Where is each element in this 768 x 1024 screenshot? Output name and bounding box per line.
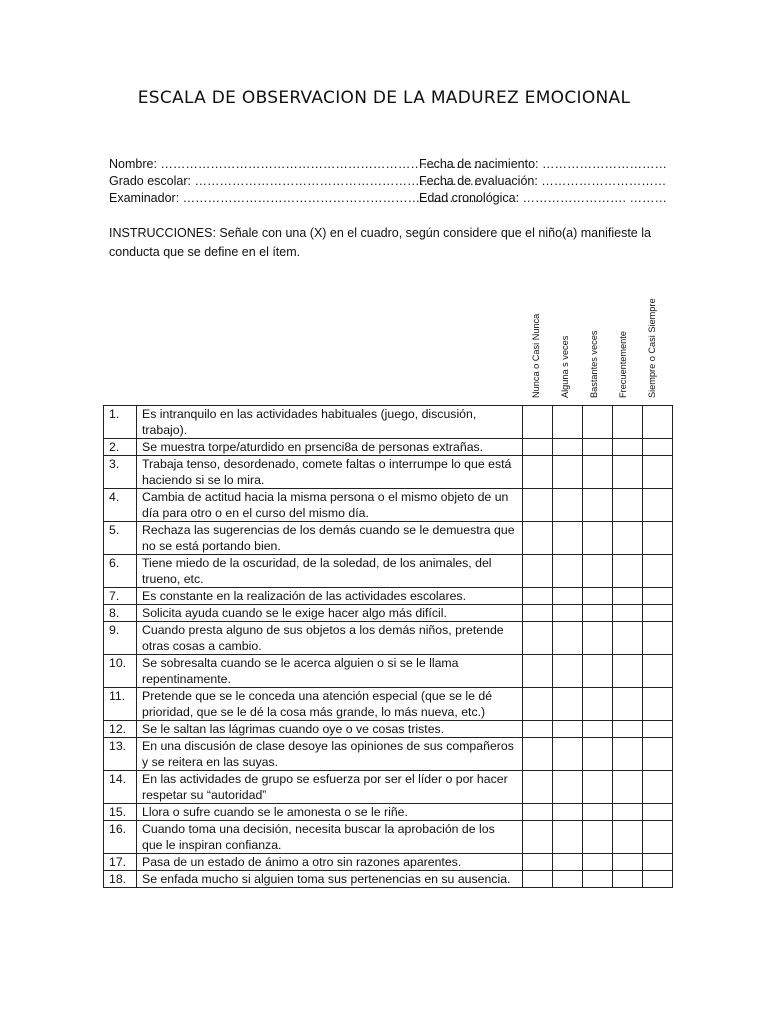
- answer-checkbox[interactable]: [583, 588, 613, 605]
- answer-checkbox[interactable]: [553, 622, 583, 655]
- item-number: 1.: [104, 406, 137, 439]
- answer-checkbox[interactable]: [583, 406, 613, 439]
- column-header-label: Frecuentemente: [617, 331, 628, 398]
- answer-checkbox[interactable]: [553, 871, 583, 888]
- item-text: Se muestra torpe/aturdido en prsenci8a de personas extrañas.: [137, 439, 523, 456]
- answer-checkbox[interactable]: [553, 605, 583, 622]
- answer-checkbox[interactable]: [613, 588, 643, 605]
- fecha-nacimiento-field[interactable]: Fecha de nacimiento: …………………………: [419, 157, 667, 171]
- answer-checkbox[interactable]: [613, 721, 643, 738]
- answer-checkbox[interactable]: [613, 456, 643, 489]
- column-header-label: Alguna s veces: [559, 335, 570, 398]
- column-header: [521, 286, 550, 402]
- answer-checkbox[interactable]: [583, 605, 613, 622]
- answer-checkbox[interactable]: [583, 456, 613, 489]
- answer-checkbox[interactable]: [613, 854, 643, 871]
- item-text: Trabaja tenso, desordenado, comete faltas o interrumpe lo que está haciendo si se lo mira.: [137, 456, 523, 489]
- item-text: Cuando toma una decisión, necesita buscar la aprobación de los que le inspiran confianza.: [137, 821, 523, 854]
- answer-checkbox[interactable]: [613, 605, 643, 622]
- answer-checkbox[interactable]: [553, 522, 583, 555]
- edad-field[interactable]: Edad cronológica: ……………………. ………: [419, 191, 667, 205]
- item-text: Rechaza las sugerencias de los demás cuando se le demuestra que no se está portando bien.: [137, 522, 523, 555]
- item-number: 17.: [104, 854, 137, 871]
- answer-checkbox[interactable]: [523, 738, 553, 771]
- answer-checkbox[interactable]: [643, 738, 673, 771]
- item-text: En las actividades de grupo se esfuerza por ser el líder o por hacer respetar su “autoridad”: [137, 771, 523, 804]
- table-row: [104, 489, 673, 522]
- column-header-label: Bastantes veces: [588, 330, 599, 398]
- answer-checkbox[interactable]: [523, 821, 553, 854]
- table-row: [104, 771, 673, 804]
- column-header: [637, 286, 666, 402]
- answer-checkbox[interactable]: [553, 804, 583, 821]
- table-row: [104, 655, 673, 688]
- column-headers: [521, 286, 666, 402]
- item-text: Pretende que se le conceda una atención especial (que se le dé prioridad, que se le dé la cosa más grande, lo más nueva, etc.): [137, 688, 523, 721]
- answer-checkbox[interactable]: [523, 588, 553, 605]
- answer-checkbox[interactable]: [553, 771, 583, 804]
- table-row: [104, 406, 673, 439]
- table-row: [104, 804, 673, 821]
- answer-checkbox[interactable]: [553, 854, 583, 871]
- table-row: [104, 721, 673, 738]
- field-row: [109, 173, 669, 190]
- field-row: [109, 190, 669, 207]
- answer-checkbox[interactable]: [583, 655, 613, 688]
- answer-checkbox[interactable]: [613, 821, 643, 854]
- column-header: [579, 286, 608, 402]
- answer-checkbox[interactable]: [553, 738, 583, 771]
- answer-checkbox[interactable]: [553, 439, 583, 456]
- item-number: 2.: [104, 439, 137, 456]
- answer-checkbox[interactable]: [613, 804, 643, 821]
- table-row: [104, 456, 673, 489]
- page-title: ESCALA DE OBSERVACION DE LA MADUREZ EMOCIONAL: [137, 88, 631, 108]
- answer-checkbox[interactable]: [643, 688, 673, 721]
- column-header: [550, 286, 579, 402]
- item-number: 9.: [104, 622, 137, 655]
- nombre-field[interactable]: Nombre: ……………………………………………………………………: [109, 157, 486, 171]
- examinador-field[interactable]: Examinador: ……………………………………………………………….: [109, 191, 487, 205]
- item-text: Cambia de actitud hacia la misma persona o el mismo objeto de un día para otro o en el curso del mismo día.: [137, 489, 523, 522]
- answer-checkbox[interactable]: [643, 489, 673, 522]
- item-number: 10.: [104, 655, 137, 688]
- answer-checkbox[interactable]: [613, 555, 643, 588]
- answer-checkbox[interactable]: [523, 721, 553, 738]
- answer-checkbox[interactable]: [613, 406, 643, 439]
- answer-checkbox[interactable]: [523, 439, 553, 456]
- answer-checkbox[interactable]: [523, 605, 553, 622]
- answer-checkbox[interactable]: [583, 871, 613, 888]
- answer-checkbox[interactable]: [523, 688, 553, 721]
- answer-checkbox[interactable]: [643, 721, 673, 738]
- item-number: 13.: [104, 738, 137, 771]
- answer-checkbox[interactable]: [583, 522, 613, 555]
- answer-checkbox[interactable]: [583, 771, 613, 804]
- answer-checkbox[interactable]: [643, 522, 673, 555]
- item-text: Tiene miedo de la oscuridad, de la soledad, de los animales, del trueno, etc.: [137, 555, 523, 588]
- answer-checkbox[interactable]: [523, 489, 553, 522]
- answer-checkbox[interactable]: [643, 655, 673, 688]
- answer-checkbox[interactable]: [643, 406, 673, 439]
- answer-checkbox[interactable]: [643, 821, 673, 854]
- answer-checkbox[interactable]: [643, 605, 673, 622]
- answer-checkbox[interactable]: [643, 555, 673, 588]
- item-number: 8.: [104, 605, 137, 622]
- answer-checkbox[interactable]: [613, 622, 643, 655]
- answer-checkbox[interactable]: [553, 688, 583, 721]
- item-number: 14.: [104, 771, 137, 804]
- item-number: 4.: [104, 489, 137, 522]
- answer-checkbox[interactable]: [643, 871, 673, 888]
- answer-checkbox[interactable]: [553, 655, 583, 688]
- table-row: [104, 605, 673, 622]
- items-table: [103, 405, 673, 888]
- answer-checkbox[interactable]: [643, 622, 673, 655]
- answer-checkbox[interactable]: [553, 555, 583, 588]
- answer-checkbox[interactable]: [553, 821, 583, 854]
- answer-checkbox[interactable]: [523, 555, 553, 588]
- table-row: [104, 588, 673, 605]
- table-row: [104, 871, 673, 888]
- item-text: Se le saltan las lágrimas cuando oye o ve cosas tristes.: [137, 721, 523, 738]
- answer-checkbox[interactable]: [553, 406, 583, 439]
- answer-checkbox[interactable]: [523, 456, 553, 489]
- table-row: [104, 821, 673, 854]
- answer-checkbox[interactable]: [643, 771, 673, 804]
- item-text: En una discusión de clase desoye las opiniones de sus compañeros y se reitera en las suyas.: [137, 738, 523, 771]
- item-number: 5.: [104, 522, 137, 555]
- answer-checkbox[interactable]: [583, 738, 613, 771]
- table-row: [104, 439, 673, 456]
- answer-checkbox[interactable]: [613, 489, 643, 522]
- answer-checkbox[interactable]: [643, 456, 673, 489]
- item-text: Es constante en la realización de las actividades escolares.: [137, 588, 523, 605]
- answer-checkbox[interactable]: [523, 655, 553, 688]
- answer-checkbox[interactable]: [613, 688, 643, 721]
- table-row: [104, 555, 673, 588]
- answer-checkbox[interactable]: [613, 871, 643, 888]
- answer-checkbox[interactable]: [523, 804, 553, 821]
- column-header-label: Siempre o Casi Siempre: [646, 298, 657, 398]
- answer-checkbox[interactable]: [583, 854, 613, 871]
- column-header: [608, 286, 637, 402]
- item-number: 6.: [104, 555, 137, 588]
- answer-checkbox[interactable]: [583, 555, 613, 588]
- answer-checkbox[interactable]: [553, 456, 583, 489]
- answer-checkbox[interactable]: [643, 588, 673, 605]
- item-number: 7.: [104, 588, 137, 605]
- item-text: Pasa de un estado de ánimo a otro sin razones aparentes.: [137, 854, 523, 871]
- answer-checkbox[interactable]: [523, 771, 553, 804]
- answer-checkbox[interactable]: [643, 854, 673, 871]
- answer-checkbox[interactable]: [583, 821, 613, 854]
- answer-checkbox[interactable]: [583, 622, 613, 655]
- item-text: Llora o sufre cuando se le amonesta o se le riñe.: [137, 804, 523, 821]
- item-number: 15.: [104, 804, 137, 821]
- answer-checkbox[interactable]: [643, 804, 673, 821]
- answer-checkbox[interactable]: [583, 804, 613, 821]
- answer-checkbox[interactable]: [553, 588, 583, 605]
- answer-checkbox[interactable]: [523, 406, 553, 439]
- field-row: [109, 156, 669, 173]
- header-fields: [109, 156, 669, 207]
- answer-checkbox[interactable]: [523, 854, 553, 871]
- fecha-evaluacion-field[interactable]: Fecha de evaluación: …………………………: [419, 174, 667, 188]
- answer-checkbox[interactable]: [583, 489, 613, 522]
- instructions: INSTRUCCIONES: Señale con una (X) en el cuadro, según considere que el niño(a) manifieste la conducta que se define en el ítem.: [109, 226, 651, 259]
- answer-checkbox[interactable]: [643, 439, 673, 456]
- answer-checkbox[interactable]: [583, 439, 613, 456]
- answer-checkbox[interactable]: [523, 622, 553, 655]
- grado-field[interactable]: Grado escolar: ……………………………………………………………: [109, 174, 482, 188]
- item-text: Es intranquilo en las actividades habituales (juego, discusión, trabajo).: [137, 406, 523, 439]
- answer-checkbox[interactable]: [613, 771, 643, 804]
- answer-checkbox[interactable]: [553, 721, 583, 738]
- item-number: 16.: [104, 821, 137, 854]
- item-text: Cuando presta alguno de sus objetos a los demás niños, pretende otras cosas a cambio.: [137, 622, 523, 655]
- answer-checkbox[interactable]: [523, 871, 553, 888]
- item-number: 12.: [104, 721, 137, 738]
- column-header-label: Nunca o Casi Nunca: [530, 313, 541, 398]
- answer-checkbox[interactable]: [613, 655, 643, 688]
- answer-checkbox[interactable]: [583, 721, 613, 738]
- answer-checkbox[interactable]: [613, 522, 643, 555]
- answer-checkbox[interactable]: [553, 489, 583, 522]
- answer-checkbox[interactable]: [523, 522, 553, 555]
- table-row: [104, 738, 673, 771]
- table-row: [104, 688, 673, 721]
- answer-checkbox[interactable]: [613, 738, 643, 771]
- answer-checkbox[interactable]: [583, 688, 613, 721]
- table-row: [104, 622, 673, 655]
- item-text: Se sobresalta cuando se le acerca alguien o si se le llama repentinamente.: [137, 655, 523, 688]
- item-number: 3.: [104, 456, 137, 489]
- item-text: Solicita ayuda cuando se le exige hacer algo más difícil.: [137, 605, 523, 622]
- table-row: [104, 522, 673, 555]
- answer-checkbox[interactable]: [613, 439, 643, 456]
- item-number: 18.: [104, 871, 137, 888]
- table-row: [104, 854, 673, 871]
- item-text: Se enfada mucho si alguien toma sus pertenencias en su ausencia.: [137, 871, 523, 888]
- item-number: 11.: [104, 688, 137, 721]
